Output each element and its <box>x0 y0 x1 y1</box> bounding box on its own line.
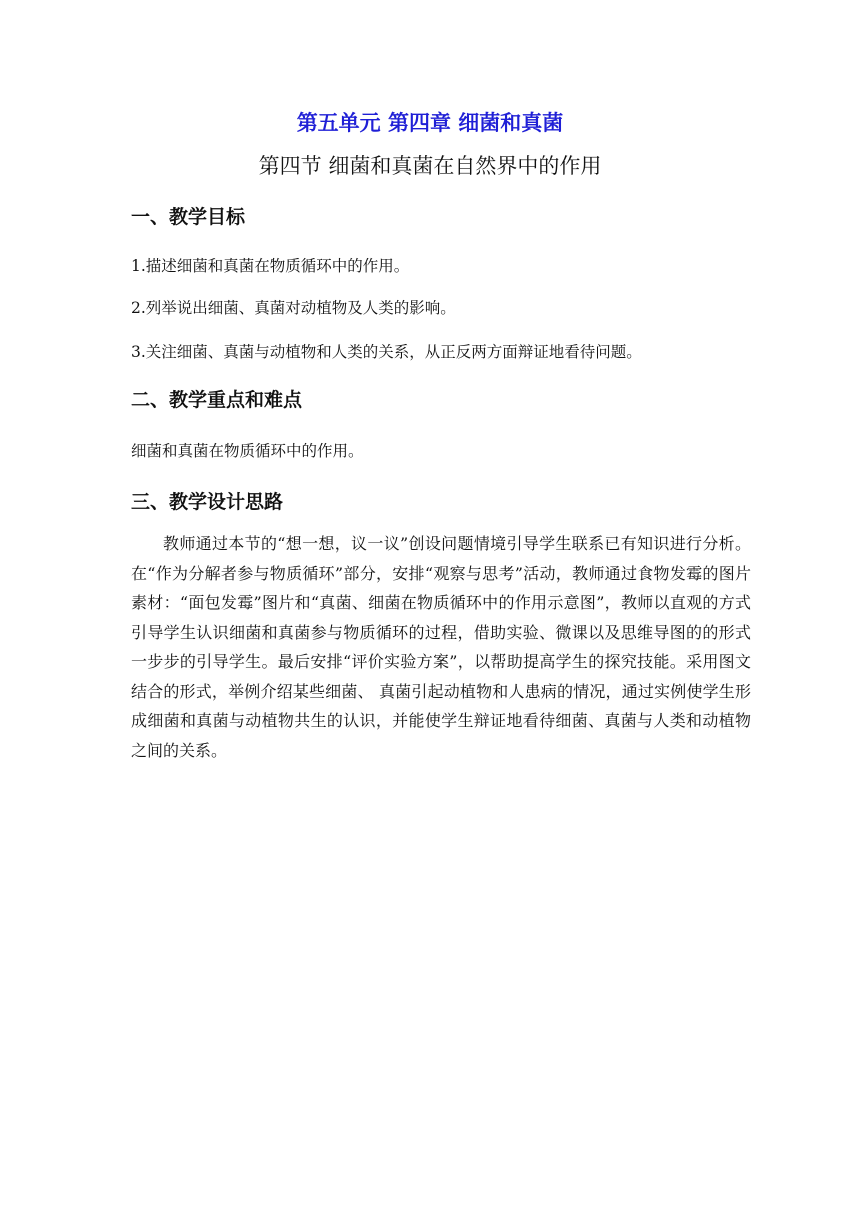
design-paragraph: 教师通过本节的“想一想，议一议”创设问题情境引导学生联系已有知识进行分析。在“作为分解者参与物质循环”部分，安排“观察与思考”活动，教师通过食物发霉的图片素材：“面包发霉”图片和“真菌、细菌在物质循环中的作用示意图”，教师以直观的方式引导学生认识细菌和真菌参与物质循环的过程，借助实验、微课以及思维导图的的形式一步步的引导学生。最后安排“评价实验方案”，以帮助提高学生的探究技能。采用图文结合的形式，举例介绍某些细菌、 真菌引起动植物和人患病的情况，通过实例使学生形成细菌和真菌与动植物共生的认识，并能使学生辩证地看待细菌、真菌与人类和动植物之间的关系。 <box>131 534 751 760</box>
document-subtitle: 第四节 细菌和真菌在自然界中的作用 <box>258 154 602 178</box>
section-heading-design: 三、教学设计思路 <box>131 491 284 513</box>
section-heading-objectives: 一、教学目标 <box>131 206 246 228</box>
objective-item-1: 1.描述细菌和真菌在物质循环中的作用。 <box>131 257 410 275</box>
key-point-item: 细菌和真菌在物质循环中的作用。 <box>131 442 364 460</box>
objective-item-2: 2.列举说出细菌、真菌对动植物及人类的影响。 <box>131 299 456 317</box>
objective-item-3: 3.关注细菌、真菌与动植物和人类的关系，从正反两方面辩证地看待问题。 <box>131 343 642 361</box>
section-heading-key-points: 二、教学重点和难点 <box>131 389 303 411</box>
document-title: 第五单元 第四章 细菌和真菌 <box>296 111 564 135</box>
